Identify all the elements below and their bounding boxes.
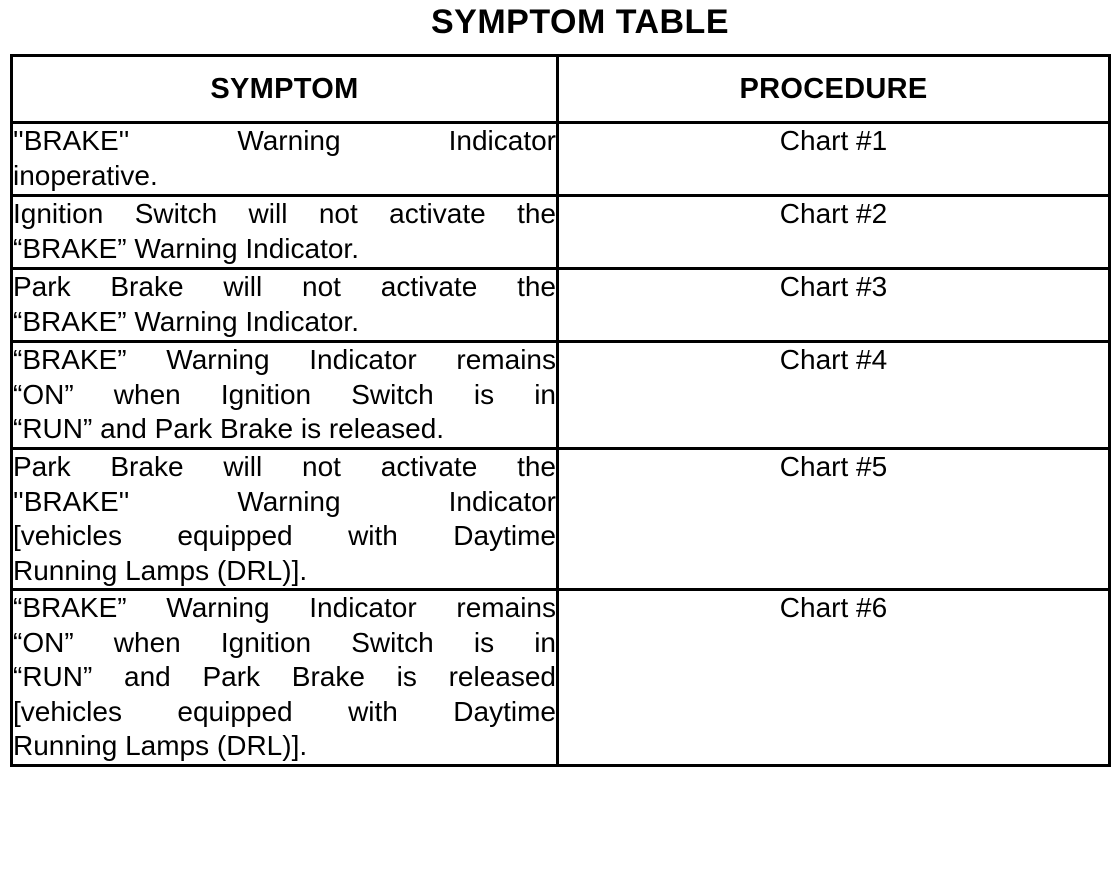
procedure-cell: Chart #5 [558,449,1110,590]
table-header-row [12,56,1110,123]
symptom-cell [12,196,558,269]
symptom-table [10,54,1111,767]
symptom-cell [12,342,558,449]
procedure-cell: Chart #2 [558,196,1110,269]
symptom-text-line: “RUN” and Park Brake is released [13,661,556,692]
procedure-cell: Chart #3 [558,269,1110,342]
symptom-text-line: Park Brake will not activate the [13,271,556,302]
symptom-column-header: SYMPTOM [12,56,558,123]
symptom-text-line: Running Lamps (DRL)]. [13,730,308,761]
page-title: SYMPTOM TABLE [430,3,730,41]
symptom-text-line: “ON” when Ignition Switch is in [13,378,556,410]
procedure-column-header: PROCEDURE [558,56,1110,123]
symptom-text-line: [vehicles equipped with Daytime [13,520,556,551]
symptom-cell [12,590,558,766]
symptom-cell [12,123,558,196]
table-row [12,590,1110,766]
symptom-text-line: ''BRAKE'' Warning Indicator [13,485,556,517]
symptom-text-line: “BRAKE” Warning Indicator. [13,305,359,337]
symptom-text-line: Park Brake will not activate the [13,451,556,482]
symptom-text-line: “ON” when Ignition Switch is in [13,626,556,658]
procedure-cell: Chart #4 [558,342,1110,449]
symptom-text-line: “BRAKE” Warning Indicator remains [13,592,556,623]
symptom-text-line: Running Lamps (DRL)]. [13,554,308,586]
symptom-text-line: ''BRAKE'' Warning Indicator [13,125,556,156]
symptom-text-line: “BRAKE” Warning Indicator. [13,232,359,264]
table-row [12,342,1110,449]
symptom-text-line: Ignition Switch will not activate the [13,198,556,229]
table-row [12,196,1110,269]
symptom-cell [12,449,558,590]
symptom-text-line: “BRAKE” Warning Indicator remains [13,344,556,375]
table-row [12,123,1110,196]
table-row [12,449,1110,590]
table-row [12,269,1110,342]
symptom-text-line: inoperative. [13,159,158,191]
procedure-cell: Chart #6 [558,590,1110,766]
symptom-cell [12,269,558,342]
procedure-cell: Chart #1 [558,123,1110,196]
symptom-text-line: “RUN” and Park Brake is released. [13,413,445,444]
symptom-text-line: [vehicles equipped with Daytime [13,695,556,727]
